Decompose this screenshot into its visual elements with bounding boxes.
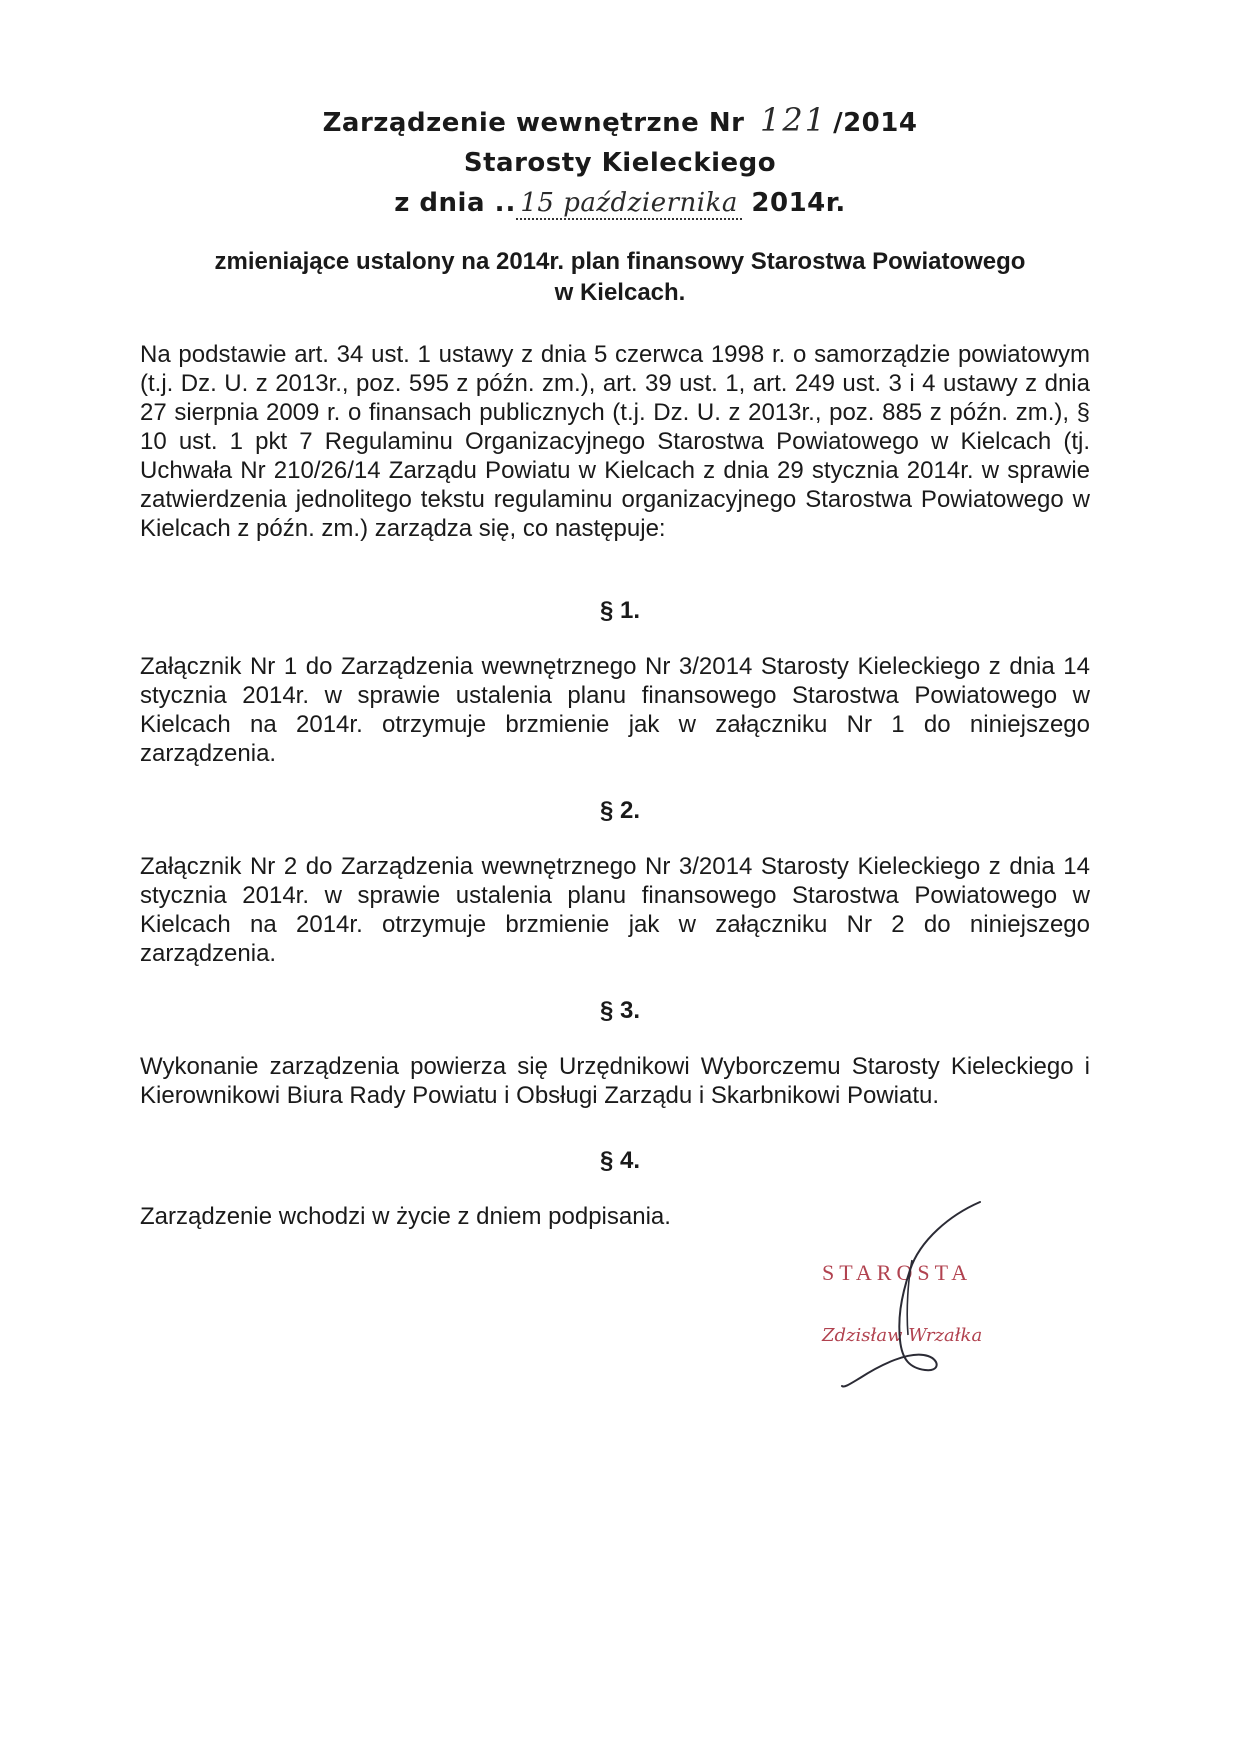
section-text-2: Załącznik Nr 2 do Zarządzenia wewnętrznego Nr 3/2014 Starosty Kieleckiego z dnia 14 stycznia 2014r. w sprawie ustalenia planu finansowego Starostwa Powiatowego w Kielcach na 2014r. otrzymuje brzmienie jak w załączniku Nr 2 do niniejszego zarządzenia.	[140, 853, 1090, 967]
section-heading-1: § 1.	[599, 597, 641, 624]
stamp-name: Zdzisław Wrzałka	[822, 1325, 983, 1346]
section-heading-4: § 4.	[599, 1147, 641, 1174]
official-stamp	[800, 1200, 1020, 1390]
document-subject	[0, 246, 1240, 308]
header-line-3: z dnia .. 15 października 2014r.	[394, 188, 846, 218]
document-header	[0, 100, 1240, 223]
legal-basis-paragraph: Na podstawie art. 34 ust. 1 ustawy z dnia 5 czerwca 1998 r. o samorządzie powiatowym (t.j. Dz. U. z 2013r., poz. 595 z późn. zm.), art. 39 ust. 1, art. 249 ust. 3 i 4 ustawy z dnia 27 sierpnia 2009 r. o finansach publicznych (t.j. Dz. U. z 2013r., poz. 885 z późn. zm.), § 10 ust. 1 pkt 7 Regulaminu Organizacyjnego Starostwa Powiatowego w Kielcach (tj. Uchwała Nr 210/26/14 Zarządu Powiatu w Kielcach z dnia 29 stycznia 2014r. w sprawie zatwierdzenia jednolitego tekstu regulaminu organizacyjnego Starostwa Powiatowego w Kielcach z późn. zm.) zarządza się, co następuje:	[140, 341, 1090, 542]
handwritten-order-number: 121	[760, 101, 828, 139]
date-prefix: z dnia	[394, 188, 486, 218]
handwritten-signature	[800, 1200, 1020, 1390]
section-text-4: Zarządzenie wchodzi w życie z dniem podpisania.	[140, 1203, 671, 1230]
order-title: Zarządzenie wewnętrzne Nr	[322, 108, 745, 138]
handwritten-date: 15 października	[516, 188, 741, 220]
subject-line-1: zmieniające ustalony na 2014r. plan finansowy Starostwa Powiatowego	[214, 248, 1026, 275]
header-line-2: Starosty Kieleckiego	[463, 148, 777, 178]
order-year: /2014	[833, 108, 918, 138]
section-text-3: Wykonanie zarządzenia powierza się Urzędnikowi Wyborczemu Starosty Kieleckiego i Kierownikowi Biura Rady Powiatu i Obsługi Zarządu i Skarbnikowi Powiatu.	[140, 1053, 1090, 1109]
section-heading-3: § 3.	[599, 997, 641, 1024]
section-text-1: Załącznik Nr 1 do Zarządzenia wewnętrznego Nr 3/2014 Starosty Kieleckiego z dnia 14 stycznia 2014r. w sprawie ustalenia planu finansowego Starostwa Powiatowego w Kielcach na 2014r. otrzymuje brzmienie jak w załączniku Nr 1 do niniejszego zarządzenia.	[140, 653, 1090, 767]
section-heading-2: § 2.	[599, 797, 641, 824]
date-year: 2014r.	[751, 188, 846, 218]
header-line-1	[0, 100, 1240, 143]
stamp-role: STAROSTA	[822, 1260, 973, 1285]
subject-line-2: w Kielcach.	[554, 279, 686, 306]
